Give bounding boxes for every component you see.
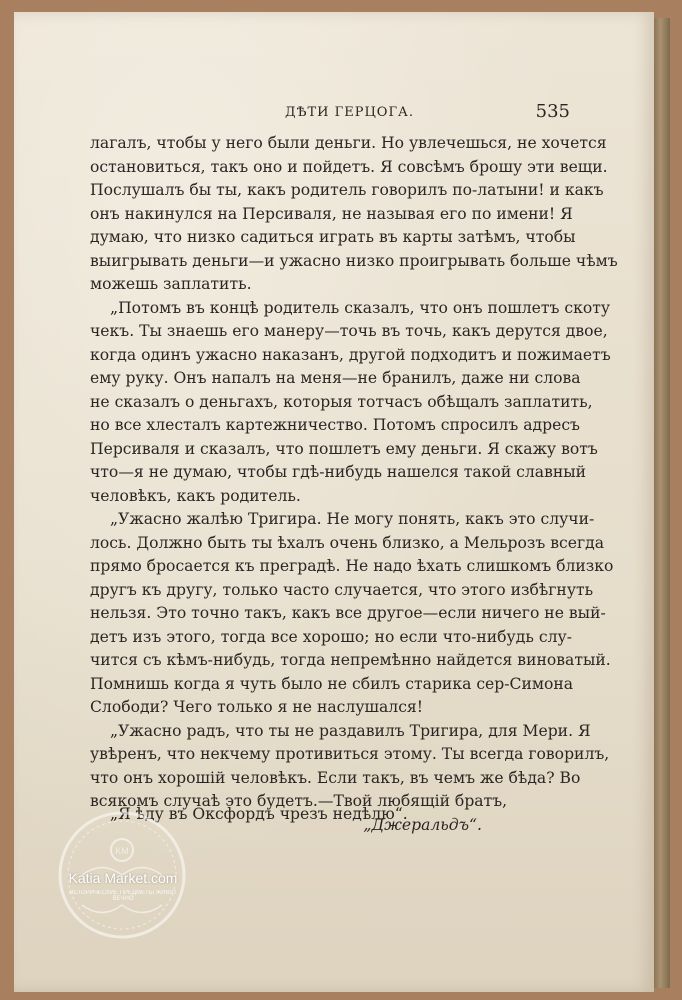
watermark-monogram: KM [115,846,129,856]
text-line: увѣренъ, что некчему противиться этому. Ты всегда говорилъ, [90,745,610,763]
postscript: „Я ѣду въ Оксфордъ чрезъ недѣлю“. [110,805,408,823]
text-line: что онъ хорошій человѣкъ. Если такъ, въ чемъ же бѣда? Во [90,768,581,787]
text-line: прямо бросается къ преградѣ. Не надо ѣхать слишкомъ близко [90,557,614,575]
watermark-tagline: ИСТОРИЧЕСКИЕ ПРЕДМЕТЫ ЖИВУТ ВЕЧНО [69,890,177,902]
text-line: что—я не думаю, чтобы гдѣ-нибудь нашелся такой славный [90,463,587,481]
text-line: Послушалъ бы ты, какъ родитель говорилъ по-латыни! и какъ [90,181,604,199]
text-line: „Ужасно радъ, что ты не раздавилъ Тригира, для Мери. Я [110,721,591,740]
text-line: „Потомъ въ концѣ родитель сказалъ, что онъ пошлетъ скоту [110,298,611,317]
text-line: лагалъ, чтобы у него были деньги. Но увлечешься, не хочется [90,134,607,152]
text-line: „Ужасно жалѣю Тригира. Не могу понять, какъ это случи- [110,510,595,528]
text-line: человѣкъ, какъ родитель. [90,486,301,505]
text-line: выигрывать деньги—и ужасно низко проигрывать больше чѣмъ [90,251,618,270]
text-line: но все хлесталъ картежничество. Потомъ спросилъ адресъ [90,416,580,434]
text-line: детъ изъ этого, тогда все хорошо; но если что-нибудь слу- [90,627,572,646]
text-line: онъ накинулся на Персиваля, не называя его по имени! Я [90,204,573,223]
page-number: 535 [535,101,570,122]
text-line: когда одинъ ужасно наказанъ, другой подходитъ и пожимаетъ [90,345,611,364]
text-line: не сказалъ о деньгахъ, которыя тотчасъ обѣщалъ заплатить, [90,392,593,411]
text-line: другъ къ другу, только часто случается, что этого избѣгнуть [90,580,594,599]
text-line: всякомъ случаѣ это будетъ.—Твой любящій братъ, [90,792,508,810]
text-line: лось. Должно быть ты ѣхалъ очень близко, а Мельрозъ всегда [90,533,605,552]
watermark-brand: Katia Market.com [68,870,178,886]
text-line: думаю, что низко садиться играть въ карты затѣмъ, чтобы [90,228,576,246]
body-text [90,132,618,837]
text-line: Персиваля и сказалъ, что пошлетъ ему деньги. Я скажу вотъ [90,439,598,458]
text-line: нельзя. Это точно такъ, какъ все другое—если ничего не вый- [90,604,606,622]
text-line: чекъ. Ты знаешь его манеру—точь въ точь, какъ дерутся двое, [90,322,608,340]
text-line: Помнишь когда я чуть было не сбилъ старика сер-Симона [90,674,574,693]
signature-line: „Джеральдъ“. [363,815,482,834]
text-line: остановиться, такъ оно и пойдетъ. Я совсѣмъ брошу эти вещи. [90,157,608,176]
text-line: Слободи? Чего только я не наслушался! [90,698,424,716]
text-line: ему руку. Онъ напалъ на меня—не бранилъ, даже ни слова [90,369,581,387]
page-header [60,103,580,127]
book-spine-edge [654,18,670,988]
text-line: чится съ кѣмъ-нибудь, тогда непремѣнно найдется виноватый. [90,651,611,669]
text-line: можешь заплатить. [90,275,252,293]
running-title: ДѢТИ ГЕРЦОГА. [285,105,415,120]
